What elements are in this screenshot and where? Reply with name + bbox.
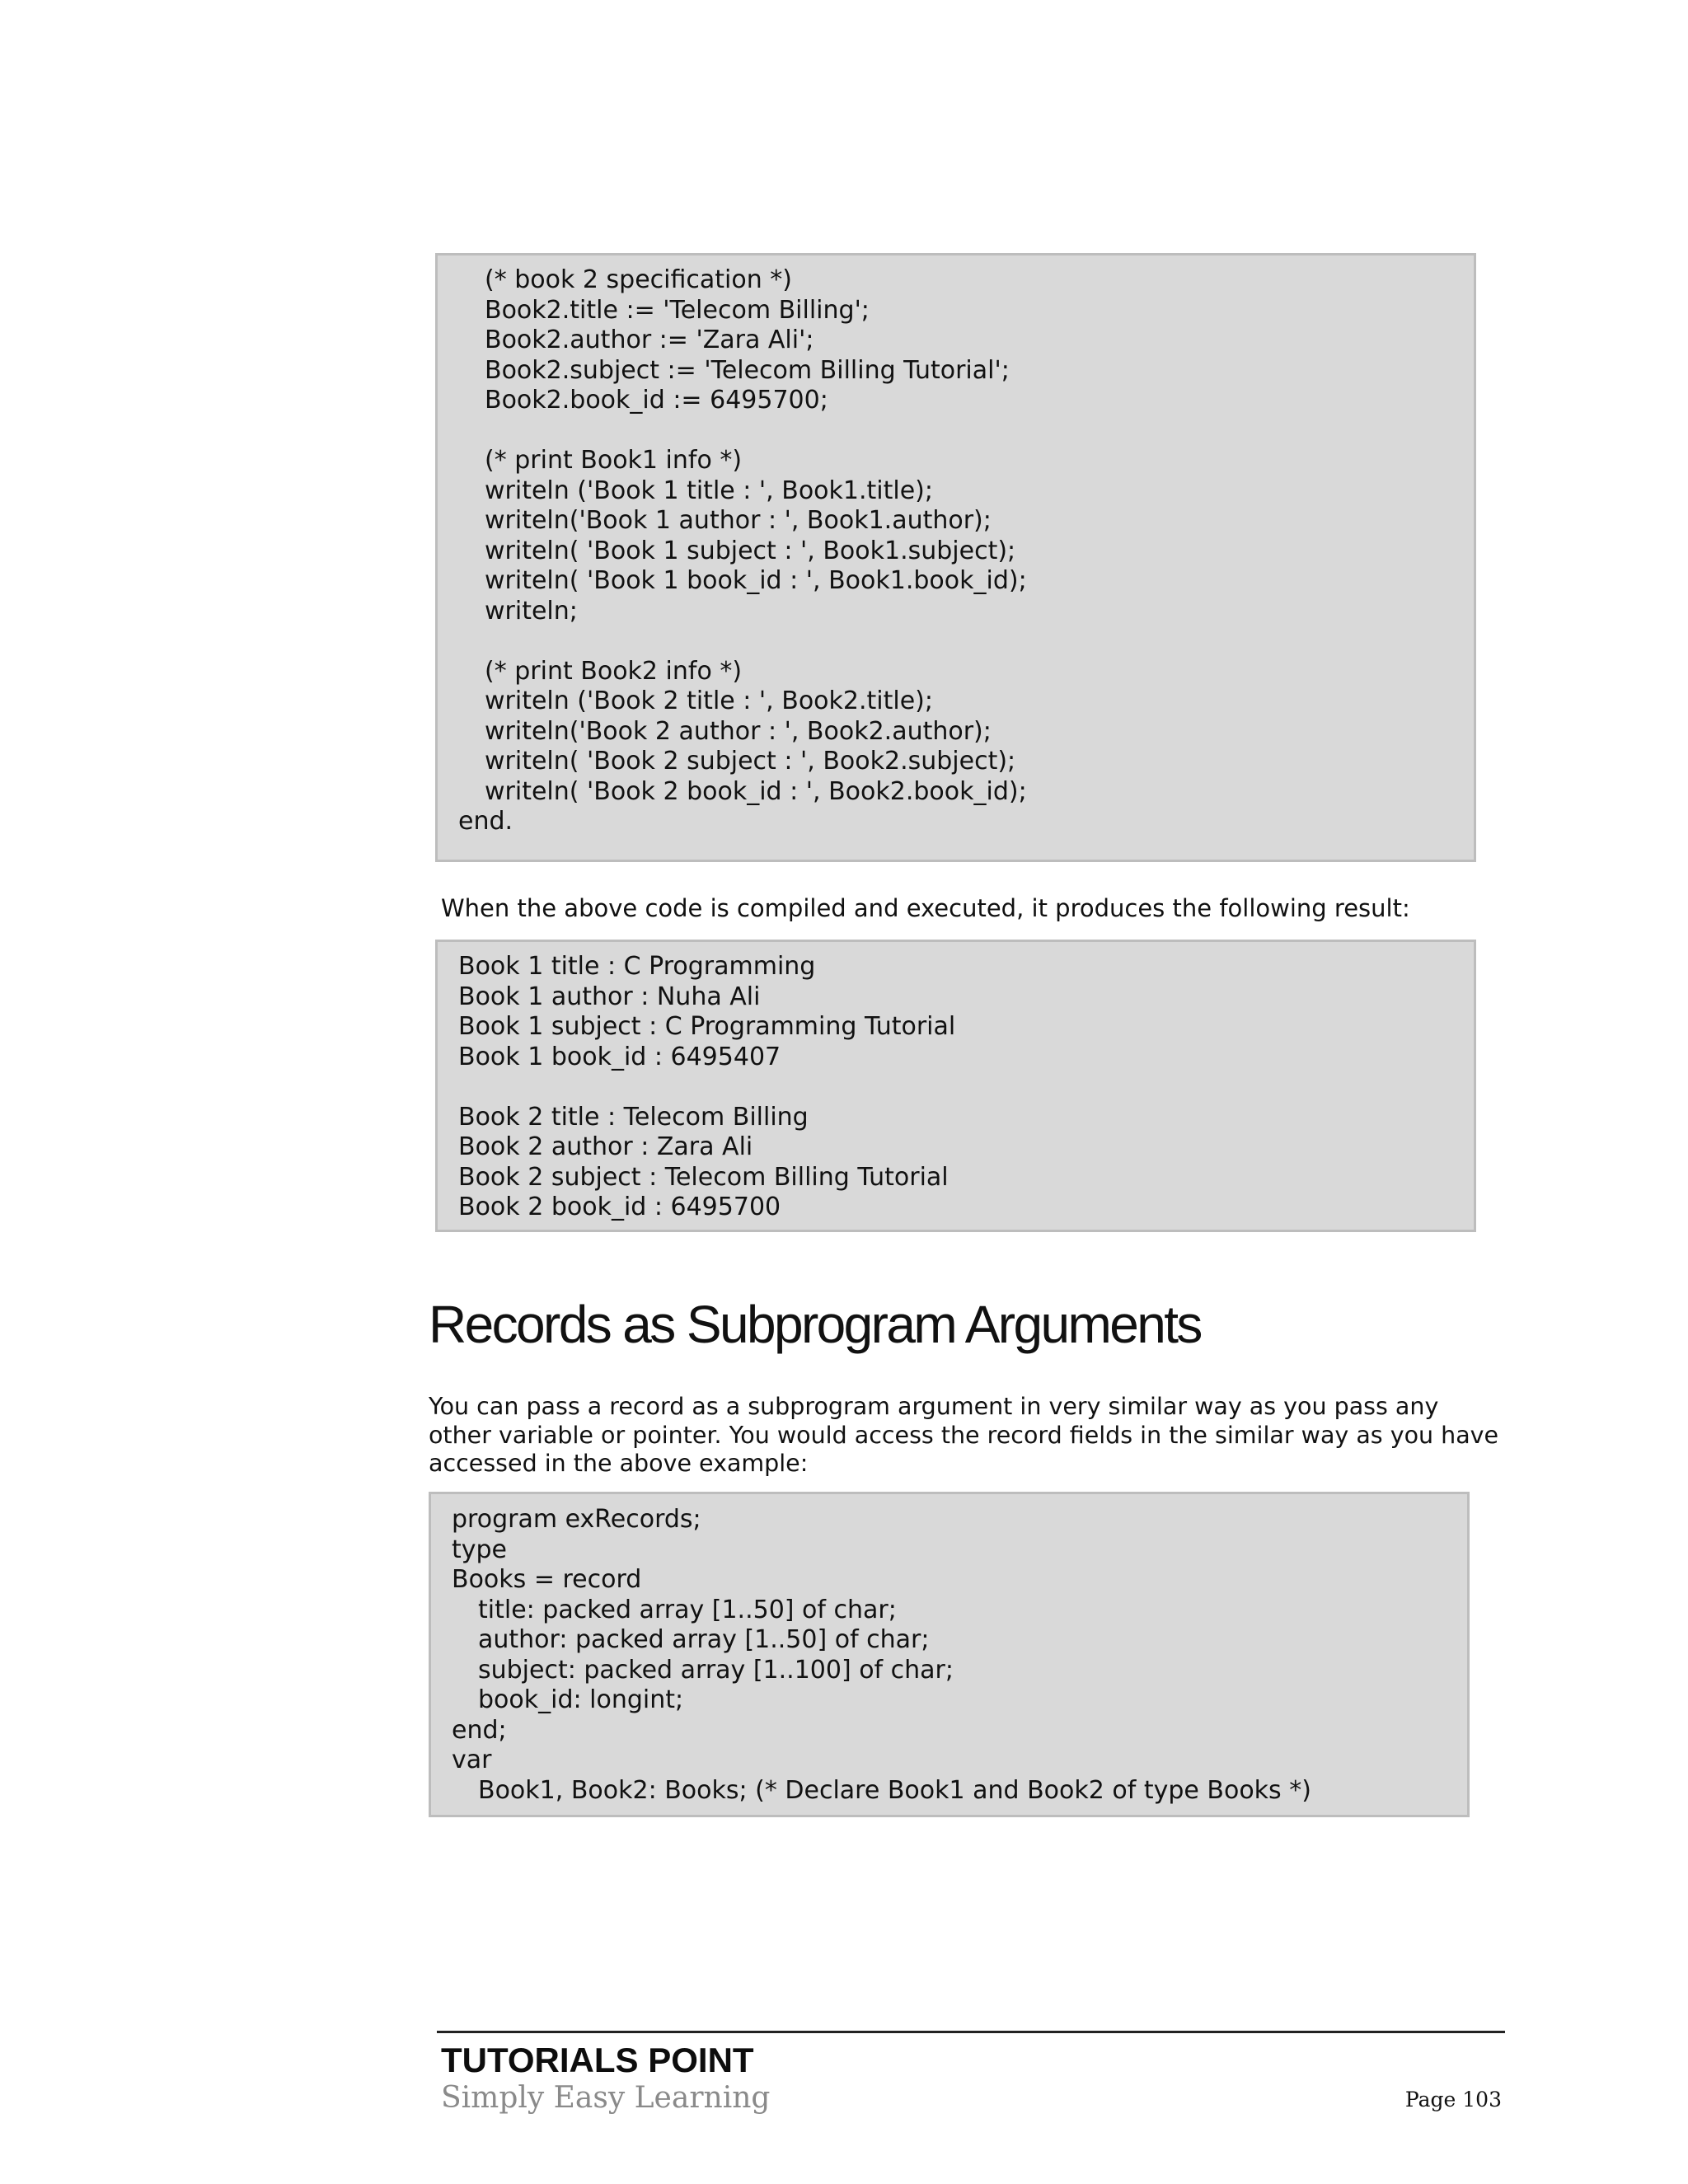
output-block	[435, 940, 1476, 1232]
code-line: end.	[458, 807, 513, 836]
code-blank-line	[458, 626, 1474, 657]
footer-divider	[437, 2031, 1505, 2033]
result-intro-text: When the above code is compiled and executed, it produces the following result:	[441, 894, 1410, 922]
code-line: Book2.author := 'Zara Ali';	[485, 326, 814, 354]
paragraph-line: other variable or pointer. You would access the record fields in the similar way as you have	[429, 1421, 1499, 1449]
paragraph-line: accessed in the above example:	[429, 1450, 809, 1477]
footer-brand: TUTORIALS POINT	[441, 2041, 754, 2079]
code-line: Books = record	[452, 1565, 642, 1594]
code-line: writeln('Book 1 author : ', Book1.author);	[485, 506, 992, 535]
code-line: (* print Book1 info *)	[485, 446, 743, 475]
code-line: writeln;	[485, 596, 578, 626]
section-paragraph	[429, 1393, 1500, 1479]
code-line: Book1, Book2: Books; (* Declare Book1 and Book2 of type Books *)	[478, 1775, 1311, 1805]
code-line: program exRecords;	[452, 1505, 701, 1534]
output-blank-line	[458, 1072, 1474, 1103]
code-line: book_id: longint;	[478, 1685, 684, 1714]
code-line: type	[452, 1535, 508, 1564]
page-number: Page 103	[1404, 2088, 1502, 2111]
code-line: Book2.subject := 'Telecom Billing Tutorial';	[485, 355, 1010, 385]
code-line: (* book 2 specification *)	[485, 265, 792, 294]
output-line: Book 2 book_id : 6495700	[458, 1193, 781, 1221]
footer-tagline: Simply Easy Learning	[441, 2081, 771, 2115]
code-line: subject: packed array [1..100] of char;	[478, 1655, 954, 1685]
code-line: writeln( 'Book 2 subject : ', Book2.subject);	[485, 747, 1016, 776]
code-line: writeln( 'Book 1 book_id : ', Book1.book_id);	[485, 566, 1027, 595]
code-line: author: packed array [1..50] of char;	[478, 1625, 930, 1654]
output-line: Book 1 subject : C Programming Tutorial	[458, 1012, 956, 1041]
section-heading: Records as Subprogram Arguments	[429, 1295, 1201, 1354]
code-line: writeln ('Book 1 title : ', Book1.title);	[485, 476, 933, 505]
code-line: Book2.book_id := 6495700;	[485, 386, 828, 415]
code-blank-line	[458, 416, 1474, 447]
output-line: Book 2 author : Zara Ali	[458, 1132, 753, 1161]
code-line: Book2.title := 'Telecom Billing';	[485, 295, 870, 325]
output-line: Book 1 author : Nuha Ali	[458, 982, 761, 1011]
code-line: writeln( 'Book 1 subject : ', Book1.subject);	[485, 536, 1016, 565]
code-line: writeln ('Book 2 title : ', Book2.title);	[485, 687, 933, 715]
output-line: Book 2 title : Telecom Billing	[458, 1102, 809, 1132]
code-line: end;	[452, 1715, 507, 1745]
paragraph-line: You can pass a record as a subprogram argument in very similar way as you pass any	[429, 1393, 1439, 1420]
code-line: writeln( 'Book 2 book_id : ', Book2.book_id);	[485, 776, 1027, 806]
output-line: Book 2 subject : Telecom Billing Tutorial	[458, 1162, 949, 1192]
code-block-exrecords	[429, 1492, 1470, 1817]
output-line: Book 1 book_id : 6495407	[458, 1042, 781, 1071]
code-line: var	[452, 1746, 492, 1774]
code-line: writeln('Book 2 author : ', Book2.author);	[485, 716, 992, 746]
code-line: title: packed array [1..50] of char;	[478, 1595, 897, 1624]
code-line: (* print Book2 info *)	[485, 656, 743, 686]
code-block-book2-and-print	[435, 253, 1476, 862]
output-line: Book 1 title : C Programming	[458, 952, 816, 981]
